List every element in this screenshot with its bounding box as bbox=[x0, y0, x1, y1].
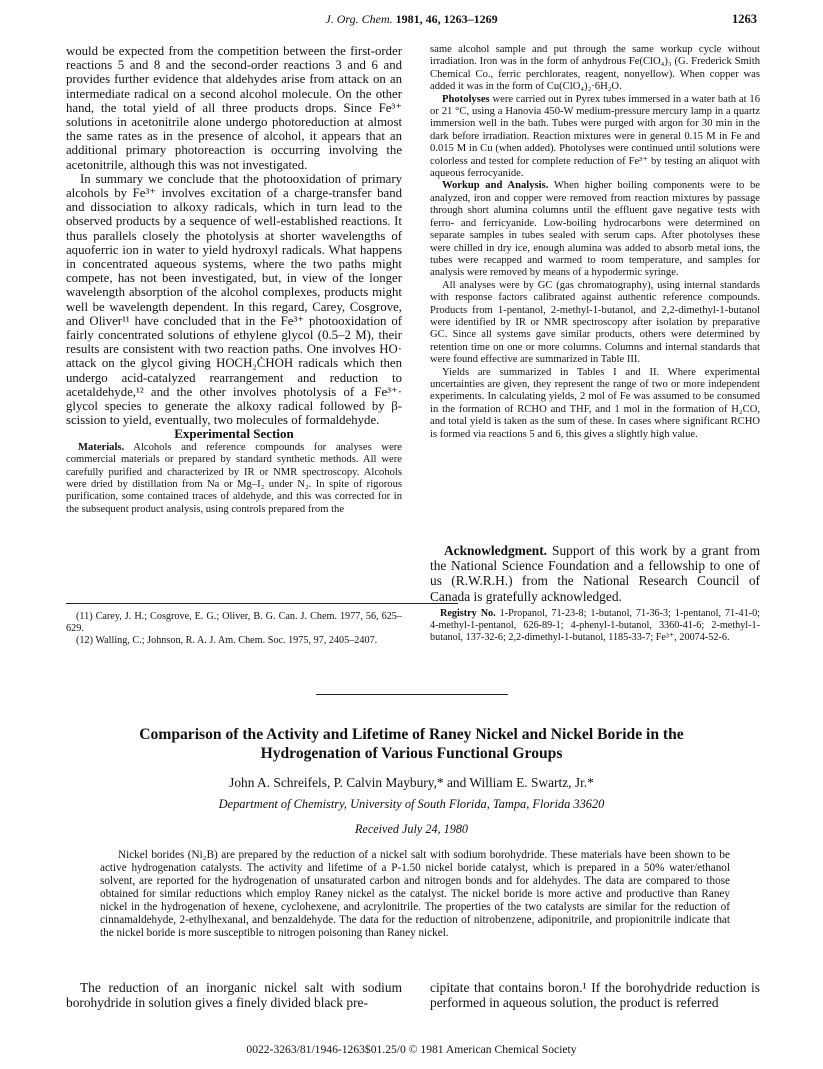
paragraph: same alcohol sample and put through the same workup cycle without irradiation. Iron was in the form of anhydrous Fe(ClO₄)₃ (G. Frederick Smith Chemical Co., ferric perchlorates, reagent, nonyellow). When copper was added it was in the form of Cu(ClO₄)₂·6H₂O. bbox=[430, 44, 760, 93]
received-date: Received July 24, 1980 bbox=[354, 822, 469, 836]
acknowledgment-text: Support of this work by a grant from the National Science Foundation and a fellowship to one of us (R.W.R.H.) from the National Research Council of Canada is gratefully acknowledged. bbox=[430, 543, 760, 604]
article-affiliation: Department of Chemistry, University of South Florida, Tampa, Florida 33620 bbox=[218, 797, 605, 811]
registry-text: 1-Propanol, 71-23-8; 1-butanol, 71-36-3; 1-pentanol, 71-41-0; 4-methyl-1-pentanol, 626-89-1; 4-phenyl-1-butanol, 3360-41-6; 2-methyl-1-butanol, 137-32-6; 2,2-dimethyl-1-butanol, 1185-33-7; Fe³⁺, 20074-52-6. bbox=[430, 608, 760, 643]
paragraph-text: When higher boiling components were to be analyzed, iron and copper were removed from reaction mixtures by passage through short alumina columns until the effluent gave negative tests with ferro- and ferricyanide. Low-boiling hydrocarbons were determined on separate samples in tubes sealed with serum caps. After photolyses these were chilled in dry ice, enough alumina was added to absorb metal ions, the tubes were recapped and warmed to room temperature, and samples for analysis were removed by means of a hypodermic syringe. bbox=[430, 180, 760, 279]
run-in-heading: Photolyses bbox=[442, 93, 490, 105]
acknowledgment-heading: Acknowledgment. bbox=[444, 543, 548, 558]
abstract-text: Nickel borides (Ni₂B) are prepared by the reduction of a nickel salt with sodium borohydride. These materials have been shown to be active hydrogenation catalysts. The activity and lifetime of a P-1.50 nickel boride catalyst, which is prepared in a 50% water/ethanol solvent, are reported for the hydrogenation of unsaturated carbon and nitrogen bonds and for aldehydes. The data are compared to those obtained for similar reductions which employ Raney nickel as the catalyst. The nickel boride is more active and productive than Raney nickel in the hydrogenation of hexene, cyclohexene, and acrylonitrile. The properties of the two catalysts are similar for the reduction of cinnamaldehyde, 2-ethylhexanal, and benzaldehyde. The data for the reduction of nitrobenzene, adiponitrile, and propionitrile indicate that the nickel boride is more susceptible to nitrogen poisoning than Raney nickel. bbox=[100, 849, 730, 939]
run-in-heading: Workup and Analysis. bbox=[442, 180, 549, 192]
footnote-rule bbox=[66, 603, 458, 604]
paragraph: All analyses were by GC (gas chromatography), using internal standards with response factors calibrated against authentic reference compounds. Products from 1-pentanol, 2-methyl-1-butanol, and 2,2-dimethyl-1-butanol were identified by IR or NMR spectroscopy after isolation by preparative GC. Since all systems gave similar products, others were determined by retention time on one or more columns. Columns and internal standards that were found effective are summarized in Table III. bbox=[430, 279, 760, 366]
paragraph: Yields are summarized in Tables I and II. Where experimental uncertainties are given, they represent the range of two or more independent experiments. In calculating yields, 2 mol of Fe was assumed to be consumed in the formation of RCHO and THF, and 1 mol in the formation of H₂CO, and total yield is taken as the sum of these. In cases where significant RCHO is formed via reactions 5 and 6, this gives a slightly high value. bbox=[430, 366, 760, 440]
paragraph-text: were carried out in Pyrex tubes immersed in a water bath at 16 or 21 °C, using a Hanovia 450-W medium-pressure mercury lamp in a quartz immersion well in the bath. Tubes were purged with argon for 30 min in the dark before irradiation. Reaction mixtures were in general 0.15 M in Fe and 0.015 M in Cu (when added). Photolyses were continued until solutions were colorless and tested for complete reduction of Fe³⁺ by testing an aliquot with aqueous ferrocyanide. bbox=[430, 93, 760, 180]
article-separator bbox=[316, 694, 508, 695]
article-authors: John A. Schreifels, P. Calvin Maybury,* and William E. Swartz, Jr.* bbox=[229, 775, 594, 790]
running-header bbox=[0, 12, 823, 27]
footnote: (12) Walling, C.; Johnson, R. A. J. Am. Chem. Soc. 1975, 97, 2405–2407. bbox=[76, 635, 378, 646]
section-title: Experimental Section bbox=[174, 426, 294, 442]
materials-paragraph bbox=[66, 442, 402, 516]
journal-citation: 1981, 46, 1263–1269 bbox=[395, 12, 498, 26]
copyright-footer: 0022-3263/81/1946-1263$01.25/0 © 1981 American Chemical Society bbox=[246, 1043, 577, 1056]
page-number: 1263 bbox=[732, 12, 757, 26]
left-column bbox=[66, 44, 402, 516]
registry-heading: Registry No. bbox=[440, 608, 496, 619]
abstract bbox=[100, 849, 730, 940]
journal-name: J. Org. Chem. bbox=[325, 12, 393, 26]
footnote: (11) Carey, J. H.; Cosgrove, E. G.; Oliver, B. G. Can. J. Chem. 1977, 56, 625–629. bbox=[66, 611, 402, 634]
intro-right bbox=[430, 980, 760, 1011]
paragraph: cipitate that contains boron.¹ If the borohydride reduction is performed in aqueous solution, the product is referred bbox=[430, 980, 760, 1011]
run-in-heading: Materials. bbox=[78, 441, 125, 453]
right-column bbox=[430, 44, 760, 441]
acknowledgment bbox=[430, 543, 760, 604]
intro-left bbox=[66, 980, 402, 1011]
registry-numbers bbox=[430, 608, 760, 644]
paragraph: would be expected from the competition between the first-order reactions 5 and 8 and the second-order reactions 3 and 6 and provides further evidence that aldehydes arise from attack on an intermediate radical on a second alcohol molecule. On the other hand, the total yield of all three products drops. Since Fe³⁺ solutions in acetonitrile alone undergo photoreduction at almost the same rates as in the presence of alcohol, it appears that an additional primary photoreaction is occurring involving the acetonitrile, although this was not investigated. bbox=[66, 44, 402, 172]
paragraph: The reduction of an inorganic nickel salt with sodium borohydride in solution gives a finely divided black pre- bbox=[66, 980, 402, 1011]
footnotes bbox=[66, 611, 402, 647]
paragraph-text: Alcohols and reference compounds for analyses were commercial materials or prepared by standard synthetic methods. All were carefully purified and characterized by IR or NMR spectroscopy. Alcohols were dried by distillation from Na or Mg–I₂ under N₂. In spite of rigorous purification, some contained traces of aldehyde, and this was corrected for in the subsequent product analysis, using controls prepared from the bbox=[66, 441, 402, 515]
paragraph: In summary we conclude that the photooxidation of primary alcohols by Fe³⁺ involves excitation of a charge-transfer band and dissociation to alkoxy radicals, which in turn lead to the observed products by a sequence of well-established reactions. It thus parallels closely the photolysis at shorter wavelengths of aquoferric ion in water to yield hydroxyl radicals. What happens in concentrated aqueous systems, where the two paths might compete, has not been investigated, but, in view of the longer wavelength absorption of the alcohol complexes, products might well be wavelength dependent. In this regard, Carey, Cosgrove, and Oliver¹¹ have concluded that in the Fe³⁺ photooxidation of fairly concentrated solutions of ethylene glycol (0.5–2 M), their results are consistent with two reaction paths. One involves HO· attack on the glycol giving HOCH₂ĊHOH radicals which then undergo acid-catalyzed rearrangement and reduction to acetaldehyde,¹² and the other involves photolysis of a Fe³⁺· glycol species to generate the alkoxy radical followed by β-scission to yield, eventually, two molecules of formaldehyde. bbox=[66, 171, 402, 428]
article-title: Comparison of the Activity and Lifetime of Raney Nickel and Nickel Boride in the Hydrogenation of Various Functional Groups bbox=[139, 726, 684, 762]
